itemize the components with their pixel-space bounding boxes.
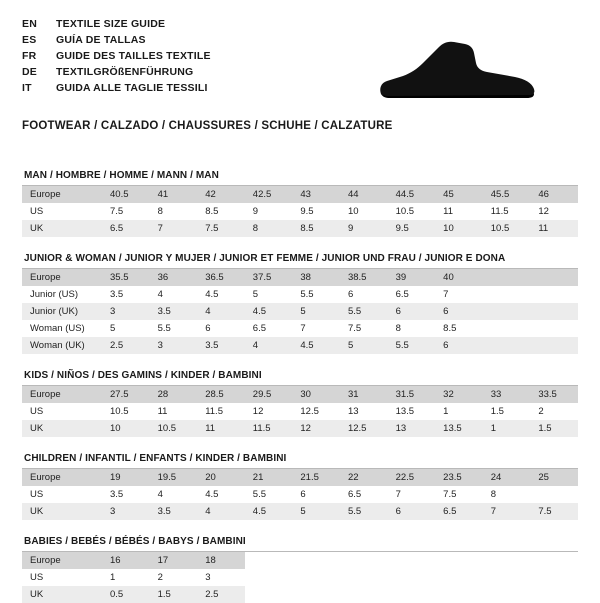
cell: 37.5 bbox=[245, 269, 293, 286]
table-row bbox=[22, 420, 578, 437]
language-row bbox=[22, 18, 211, 34]
cell: 4.5 bbox=[245, 303, 293, 320]
cell bbox=[292, 586, 340, 603]
cell bbox=[530, 337, 578, 354]
cell: 9 bbox=[245, 203, 293, 220]
cell: 5.5 bbox=[388, 337, 436, 354]
cell: 36 bbox=[150, 269, 198, 286]
cell: 24 bbox=[483, 469, 531, 486]
row-label: Junior (UK) bbox=[22, 303, 102, 320]
table-row bbox=[22, 586, 578, 603]
cell: 4.5 bbox=[197, 486, 245, 503]
cell: 31 bbox=[340, 386, 388, 403]
cell: 11 bbox=[435, 203, 483, 220]
language-list bbox=[22, 18, 211, 98]
cell: 13 bbox=[388, 420, 436, 437]
cell: 13.5 bbox=[435, 420, 483, 437]
cell bbox=[483, 337, 531, 354]
cell: 39 bbox=[388, 269, 436, 286]
cell bbox=[388, 569, 436, 586]
cell: 1 bbox=[483, 420, 531, 437]
cell bbox=[483, 320, 531, 337]
cell: 42.5 bbox=[245, 186, 293, 203]
cell: 5.5 bbox=[340, 503, 388, 520]
table-row bbox=[22, 569, 578, 586]
cell: 6.5 bbox=[388, 286, 436, 303]
language-code: DE bbox=[22, 66, 37, 78]
cell bbox=[530, 552, 578, 569]
cell: 33 bbox=[483, 386, 531, 403]
cell: 6 bbox=[292, 486, 340, 503]
cell: 30 bbox=[292, 386, 340, 403]
cell: 8.5 bbox=[292, 220, 340, 237]
row-label: Europe bbox=[22, 469, 102, 486]
cell: 11 bbox=[197, 420, 245, 437]
table-row bbox=[22, 503, 578, 520]
row-label: US bbox=[22, 486, 102, 503]
cell: 3.5 bbox=[102, 286, 150, 303]
table-row bbox=[22, 552, 578, 569]
cell: 8 bbox=[388, 320, 436, 337]
cell: 19 bbox=[102, 469, 150, 486]
cell bbox=[530, 303, 578, 320]
cell: 17 bbox=[150, 552, 198, 569]
language-title: GUIDA ALLE TAGLIE TESSILI bbox=[56, 82, 208, 94]
cell: 33.5 bbox=[530, 386, 578, 403]
cell bbox=[483, 586, 531, 603]
category-title: FOOTWEAR / CALZADO / CHAUSSURES / SCHUHE / CALZATURE bbox=[22, 120, 393, 132]
size-table-junior-woman bbox=[22, 269, 578, 354]
cell bbox=[340, 552, 388, 569]
row-label: Junior (US) bbox=[22, 286, 102, 303]
cell: 10.5 bbox=[483, 220, 531, 237]
cell: 6 bbox=[435, 337, 483, 354]
table-row bbox=[22, 337, 578, 354]
row-label: US bbox=[22, 403, 102, 420]
cell bbox=[483, 569, 531, 586]
section-junior-woman bbox=[22, 253, 578, 354]
cell: 2 bbox=[530, 403, 578, 420]
cell bbox=[435, 569, 483, 586]
cell: 10 bbox=[102, 420, 150, 437]
cell: 3 bbox=[102, 303, 150, 320]
cell bbox=[530, 269, 578, 286]
cell: 20 bbox=[197, 469, 245, 486]
language-title: TEXTILGRÖßENFÜHRUNG bbox=[56, 66, 194, 78]
cell: 4 bbox=[197, 503, 245, 520]
section-title: KIDS / NIÑOS / DES GAMINS / KINDER / BAMBINI bbox=[22, 370, 578, 386]
cell: 35.5 bbox=[102, 269, 150, 286]
language-row bbox=[22, 66, 211, 82]
cell: 45.5 bbox=[483, 186, 531, 203]
cell: 12 bbox=[292, 420, 340, 437]
cell: 6 bbox=[388, 503, 436, 520]
cell: 4 bbox=[150, 486, 198, 503]
cell bbox=[435, 586, 483, 603]
cell: 4.5 bbox=[292, 337, 340, 354]
cell bbox=[340, 569, 388, 586]
cell: 5 bbox=[292, 303, 340, 320]
cell: 2.5 bbox=[102, 337, 150, 354]
language-row bbox=[22, 50, 211, 66]
cell: 7.5 bbox=[530, 503, 578, 520]
row-label: UK bbox=[22, 220, 102, 237]
cell: 29.5 bbox=[245, 386, 293, 403]
cell: 3 bbox=[197, 569, 245, 586]
cell: 5 bbox=[245, 286, 293, 303]
dress-shoe-icon bbox=[373, 36, 538, 106]
cell: 8 bbox=[245, 220, 293, 237]
language-title: TEXTILE SIZE GUIDE bbox=[56, 18, 166, 30]
cell: 7.5 bbox=[102, 203, 150, 220]
table-row bbox=[22, 403, 578, 420]
cell: 6 bbox=[435, 303, 483, 320]
cell: 1.5 bbox=[483, 403, 531, 420]
cell: 3 bbox=[150, 337, 198, 354]
cell: 7 bbox=[292, 320, 340, 337]
cell: 40 bbox=[435, 269, 483, 286]
cell: 13 bbox=[340, 403, 388, 420]
cell: 7 bbox=[435, 286, 483, 303]
row-label: UK bbox=[22, 503, 102, 520]
cell: 3 bbox=[102, 503, 150, 520]
cell: 5 bbox=[102, 320, 150, 337]
cell: 6.5 bbox=[245, 320, 293, 337]
cell: 5.5 bbox=[245, 486, 293, 503]
cell: 19.5 bbox=[150, 469, 198, 486]
cell: 13.5 bbox=[388, 403, 436, 420]
cell bbox=[483, 303, 531, 320]
row-label: Europe bbox=[22, 386, 102, 403]
header bbox=[22, 18, 578, 110]
cell: 4 bbox=[197, 303, 245, 320]
cell bbox=[245, 569, 293, 586]
cell bbox=[340, 586, 388, 603]
section-babies bbox=[22, 536, 578, 603]
cell: 9 bbox=[340, 220, 388, 237]
cell: 28.5 bbox=[197, 386, 245, 403]
cell: 1 bbox=[102, 569, 150, 586]
cell: 12 bbox=[245, 403, 293, 420]
cell: 11 bbox=[530, 220, 578, 237]
cell: 1 bbox=[435, 403, 483, 420]
table-row bbox=[22, 203, 578, 220]
cell: 6.5 bbox=[435, 503, 483, 520]
cell: 10.5 bbox=[150, 420, 198, 437]
cell: 3.5 bbox=[150, 503, 198, 520]
cell: 3.5 bbox=[102, 486, 150, 503]
cell: 2 bbox=[150, 569, 198, 586]
cell: 44 bbox=[340, 186, 388, 203]
cell: 45 bbox=[435, 186, 483, 203]
table-row bbox=[22, 286, 578, 303]
cell: 16 bbox=[102, 552, 150, 569]
language-row bbox=[22, 82, 211, 98]
cell: 46 bbox=[530, 186, 578, 203]
cell: 7.5 bbox=[435, 486, 483, 503]
cell: 11 bbox=[150, 403, 198, 420]
cell: 3.5 bbox=[150, 303, 198, 320]
cell: 6 bbox=[388, 303, 436, 320]
cell bbox=[483, 552, 531, 569]
cell: 27.5 bbox=[102, 386, 150, 403]
cell: 6.5 bbox=[340, 486, 388, 503]
cell: 25 bbox=[530, 469, 578, 486]
cell: 9.5 bbox=[388, 220, 436, 237]
cell: 8 bbox=[483, 486, 531, 503]
cell bbox=[292, 569, 340, 586]
size-table-children bbox=[22, 469, 578, 520]
language-code: FR bbox=[22, 50, 37, 62]
cell: 18 bbox=[197, 552, 245, 569]
cell: 10.5 bbox=[388, 203, 436, 220]
cell: 2.5 bbox=[197, 586, 245, 603]
cell: 10.5 bbox=[102, 403, 150, 420]
cell: 7 bbox=[483, 503, 531, 520]
table-row bbox=[22, 320, 578, 337]
cell: 5.5 bbox=[292, 286, 340, 303]
table-row bbox=[22, 303, 578, 320]
row-label: US bbox=[22, 569, 102, 586]
cell: 3.5 bbox=[197, 337, 245, 354]
row-label: Europe bbox=[22, 552, 102, 569]
cell: 21.5 bbox=[292, 469, 340, 486]
cell: 4 bbox=[245, 337, 293, 354]
section-title: JUNIOR & WOMAN / JUNIOR Y MUJER / JUNIOR ET FEMME / JUNIOR UND FRAU / JUNIOR E DONA bbox=[22, 253, 578, 269]
cell: 4 bbox=[150, 286, 198, 303]
cell: 42 bbox=[197, 186, 245, 203]
table-row bbox=[22, 269, 578, 286]
cell: 40.5 bbox=[102, 186, 150, 203]
cell: 6.5 bbox=[102, 220, 150, 237]
cell bbox=[530, 569, 578, 586]
row-label: US bbox=[22, 203, 102, 220]
row-label: Woman (US) bbox=[22, 320, 102, 337]
cell bbox=[245, 586, 293, 603]
cell: 21 bbox=[245, 469, 293, 486]
cell bbox=[530, 486, 578, 503]
section-man bbox=[22, 170, 578, 237]
section-children bbox=[22, 453, 578, 520]
cell: 10 bbox=[340, 203, 388, 220]
cell: 12.5 bbox=[340, 420, 388, 437]
cell: 10 bbox=[435, 220, 483, 237]
language-code: ES bbox=[22, 34, 37, 46]
cell: 36.5 bbox=[197, 269, 245, 286]
cell: 8.5 bbox=[435, 320, 483, 337]
cell bbox=[483, 286, 531, 303]
cell: 5 bbox=[340, 337, 388, 354]
section-title: MAN / HOMBRE / HOMME / MANN / MAN bbox=[22, 170, 578, 186]
cell bbox=[388, 586, 436, 603]
row-label: UK bbox=[22, 586, 102, 603]
cell: 11.5 bbox=[483, 203, 531, 220]
cell: 6 bbox=[197, 320, 245, 337]
cell: 22.5 bbox=[388, 469, 436, 486]
cell: 31.5 bbox=[388, 386, 436, 403]
cell: 9.5 bbox=[292, 203, 340, 220]
cell: 11.5 bbox=[245, 420, 293, 437]
language-code: IT bbox=[22, 82, 32, 94]
table-row bbox=[22, 386, 578, 403]
cell: 23.5 bbox=[435, 469, 483, 486]
row-label: Woman (UK) bbox=[22, 337, 102, 354]
cell bbox=[388, 552, 436, 569]
cell: 7.5 bbox=[197, 220, 245, 237]
cell: 5.5 bbox=[150, 320, 198, 337]
cell: 6 bbox=[340, 286, 388, 303]
cell: 44.5 bbox=[388, 186, 436, 203]
size-table-man bbox=[22, 186, 578, 237]
cell: 1.5 bbox=[150, 586, 198, 603]
cell: 8.5 bbox=[197, 203, 245, 220]
cell: 43 bbox=[292, 186, 340, 203]
size-table-kids bbox=[22, 386, 578, 437]
table-row bbox=[22, 220, 578, 237]
section-title: CHILDREN / INFANTIL / ENFANTS / KINDER / BAMBINI bbox=[22, 453, 578, 469]
cell: 28 bbox=[150, 386, 198, 403]
cell bbox=[245, 552, 293, 569]
language-title: GUÍA DE TALLAS bbox=[56, 34, 146, 46]
cell: 7 bbox=[150, 220, 198, 237]
cell: 32 bbox=[435, 386, 483, 403]
cell: 38 bbox=[292, 269, 340, 286]
cell: 5.5 bbox=[340, 303, 388, 320]
cell bbox=[530, 320, 578, 337]
cell: 12 bbox=[530, 203, 578, 220]
cell: 7 bbox=[388, 486, 436, 503]
section-title: BABIES / BEBÉS / BÉBÉS / BABYS / BAMBINI bbox=[22, 536, 578, 552]
table-row bbox=[22, 186, 578, 203]
language-title: GUIDE DES TAILLES TEXTILE bbox=[56, 50, 211, 62]
table-row bbox=[22, 469, 578, 486]
row-label: Europe bbox=[22, 269, 102, 286]
row-label: UK bbox=[22, 420, 102, 437]
row-label: Europe bbox=[22, 186, 102, 203]
cell: 22 bbox=[340, 469, 388, 486]
cell bbox=[292, 552, 340, 569]
table-row bbox=[22, 486, 578, 503]
language-code: EN bbox=[22, 18, 37, 30]
size-table-babies bbox=[22, 552, 578, 603]
cell: 7.5 bbox=[340, 320, 388, 337]
section-kids bbox=[22, 370, 578, 437]
cell: 4.5 bbox=[245, 503, 293, 520]
cell: 5 bbox=[292, 503, 340, 520]
cell bbox=[530, 586, 578, 603]
cell: 38.5 bbox=[340, 269, 388, 286]
cell: 0.5 bbox=[102, 586, 150, 603]
cell: 12.5 bbox=[292, 403, 340, 420]
cell: 11.5 bbox=[197, 403, 245, 420]
cell bbox=[435, 552, 483, 569]
language-row bbox=[22, 34, 211, 50]
cell bbox=[530, 286, 578, 303]
cell bbox=[483, 269, 531, 286]
cell: 8 bbox=[150, 203, 198, 220]
cell: 1.5 bbox=[530, 420, 578, 437]
cell: 4.5 bbox=[197, 286, 245, 303]
cell: 41 bbox=[150, 186, 198, 203]
